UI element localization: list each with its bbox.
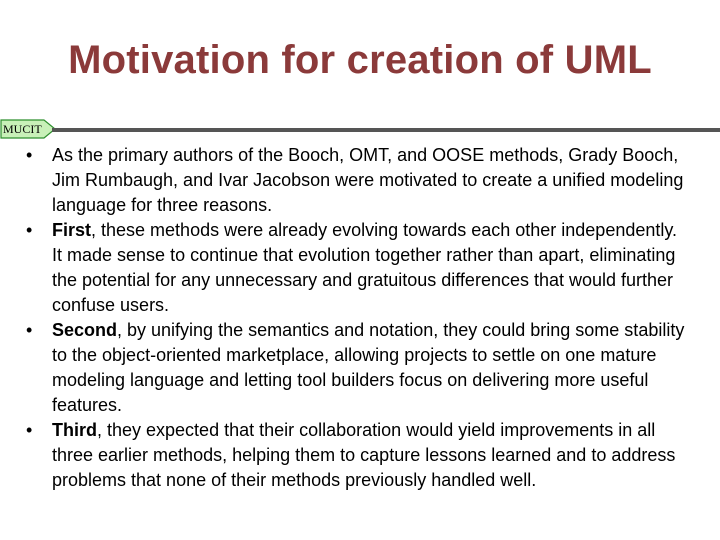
bullet-text: , these methods were already evolving towards each other independently. It made sense to continue that evolution together rather than apart, eliminating the potential for any unnecessary and gratuitous differences that would further confuse users. (52, 220, 678, 315)
bullet-dot: • (26, 145, 33, 165)
bullet-dot: • (26, 420, 33, 440)
bullet-text: As the primary authors of the Booch, OMT, and OOSE methods, Grady Booch, Jim Rumbaugh, and Ivar Jacobson were motivated to create a unified modeling language for three reasons. (52, 145, 684, 215)
bullet-item (26, 418, 686, 493)
bullet-dot: • (26, 320, 33, 340)
tag-label: MUCIT (3, 122, 42, 136)
bullet-dot: • (26, 220, 33, 240)
header-divider (52, 128, 720, 132)
bullet-lead: Second (52, 320, 118, 340)
bullet-lead: First (52, 220, 92, 240)
bullet-item (26, 143, 686, 218)
slide-title: Motivation for creation of UML (68, 38, 652, 82)
bullet-list (26, 143, 686, 493)
bullet-text: , they expected that their collaboration would yield improvements in all three earlier methods, helping them to capture lessons learned and to address problems that none of their methods previously handled well. (52, 420, 676, 490)
bullet-item (26, 218, 686, 318)
bullet-text: , by unifying the semantics and notation, they could bring some stability to the object-oriented marketplace, allowing projects to settle on one mature modeling language and letting tool builders focus on delivering more useful features. (52, 320, 685, 415)
bullet-lead: Third (52, 420, 97, 440)
mucit-tag (0, 119, 56, 139)
bullet-item (26, 318, 686, 418)
